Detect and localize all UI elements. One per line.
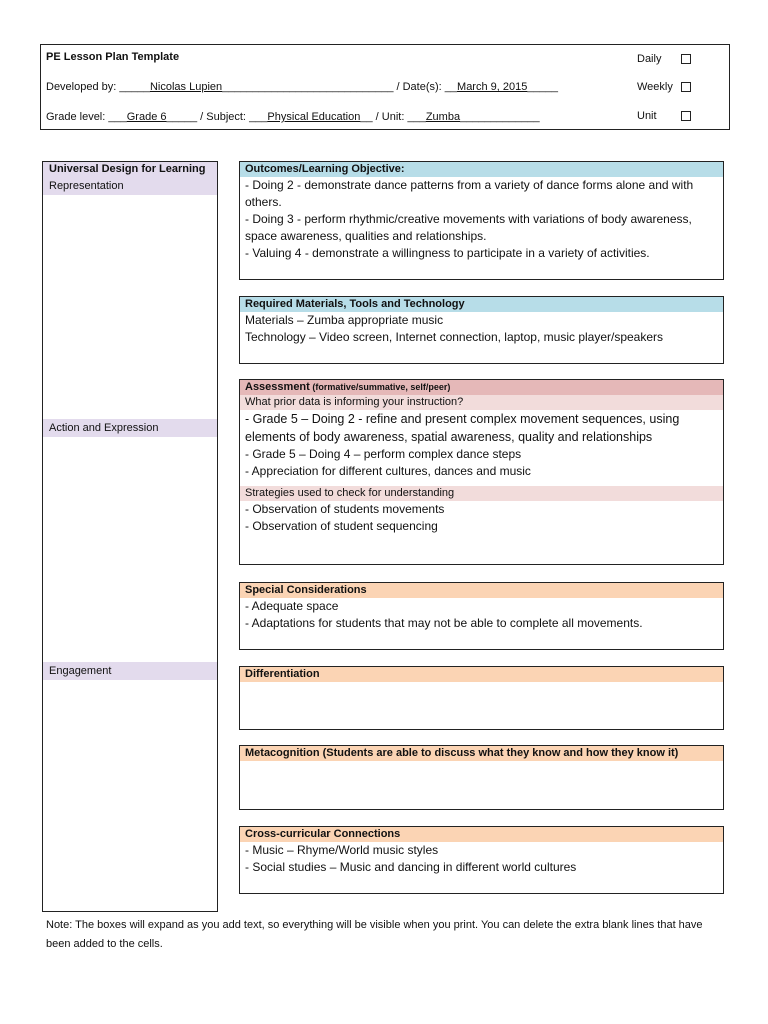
- developer-name[interactable]: Nicolas Lupien: [149, 81, 223, 93]
- template-title: PE Lesson Plan Template: [46, 51, 180, 63]
- materials-box[interactable]: [239, 296, 724, 364]
- udl-engagement: Engagement: [43, 662, 217, 680]
- option-daily[interactable]: Daily: [637, 53, 691, 65]
- option-weekly[interactable]: Weekly: [637, 81, 691, 93]
- grade-level[interactable]: Grade 6: [126, 111, 167, 123]
- udl-action-expression: Action and Expression: [43, 419, 217, 437]
- outcome-line: - Doing 3 - perform rhythmic/creative movements with variations of body awareness, space awareness, qualities and relationships.: [245, 212, 692, 243]
- strategies-label: Strategies used to check for understanding: [240, 486, 723, 501]
- udl-title: Universal Design for Learning: [43, 162, 217, 177]
- unit-checkbox[interactable]: [681, 111, 691, 121]
- daily-checkbox[interactable]: [681, 54, 691, 64]
- grade-subject-unit-line: Grade level: ___Grade 6_____ / Subject: ___Physical Education__ / Unit: ___Zumba_____________: [46, 111, 540, 123]
- differentiation-box[interactable]: [239, 666, 724, 730]
- option-unit[interactable]: Unit: [637, 110, 691, 122]
- cross-line: - Music – Rhyme/World music styles: [245, 843, 439, 857]
- lesson-header: [40, 44, 730, 130]
- developed-by-line: Developed by: _____Nicolas Lupien____________________________ / Date(s): __March 9, 2015_____: [46, 81, 558, 93]
- strategy-line: - Observation of students movements: [245, 502, 445, 516]
- special-line: - Adequate space: [245, 599, 339, 613]
- cross-line: - Social studies – Music and dancing in different world cultures: [245, 860, 577, 874]
- footer-note: Note: The boxes will expand as you add text, so everything will be visible when you print. You can delete the extra blank lines that have been added to the cells.: [46, 919, 703, 950]
- special-line: - Adaptations for students that may not be able to complete all movements.: [245, 616, 643, 630]
- udl-column: [42, 161, 218, 912]
- prior-data-line: - Grade 5 – Doing 2 - refine and present complex movement sequences, using elements of body awareness, spatial awareness, quality and relationships: [245, 412, 680, 444]
- cross-curricular-box[interactable]: [239, 826, 724, 894]
- prior-data-line: - Grade 5 – Doing 4 – perform complex dance steps: [245, 447, 522, 461]
- unit-name[interactable]: Zumba: [425, 111, 461, 123]
- differentiation-heading: Differentiation: [240, 667, 723, 682]
- special-heading: Special Considerations: [240, 583, 723, 598]
- special-considerations-box[interactable]: [239, 582, 724, 650]
- materials-heading: Required Materials, Tools and Technology: [240, 297, 723, 312]
- udl-representation: Representation: [43, 177, 217, 195]
- lesson-date[interactable]: March 9, 2015: [457, 81, 528, 93]
- materials-line: Materials – Zumba appropriate music: [245, 313, 444, 327]
- outcomes-heading: Outcomes/Learning Objective:: [240, 162, 723, 177]
- weekly-checkbox[interactable]: [681, 82, 691, 92]
- assessment-box[interactable]: [239, 379, 724, 565]
- metacognition-box[interactable]: [239, 745, 724, 810]
- metacognition-heading: Metacognition (Students are able to discuss what they know and how they know it): [240, 746, 723, 761]
- prior-data-label: What prior data is informing your instruction?: [240, 395, 723, 410]
- cross-heading: Cross-curricular Connections: [240, 827, 723, 842]
- outcome-line: - Valuing 4 - demonstrate a willingness to participate in a variety of activities.: [245, 246, 650, 260]
- outcome-line: - Doing 2 - demonstrate dance patterns from a variety of dance forms alone and with others.: [245, 178, 694, 209]
- strategy-line: - Observation of student sequencing: [245, 519, 438, 533]
- technology-line: Technology – Video screen, Internet connection, laptop, music player/speakers: [245, 330, 664, 344]
- outcomes-box[interactable]: [239, 161, 724, 280]
- prior-data-line: - Appreciation for different cultures, dances and music: [245, 464, 531, 478]
- assessment-heading: Assessment (formative/summative, self/peer): [240, 380, 723, 395]
- subject[interactable]: Physical Education: [267, 111, 361, 123]
